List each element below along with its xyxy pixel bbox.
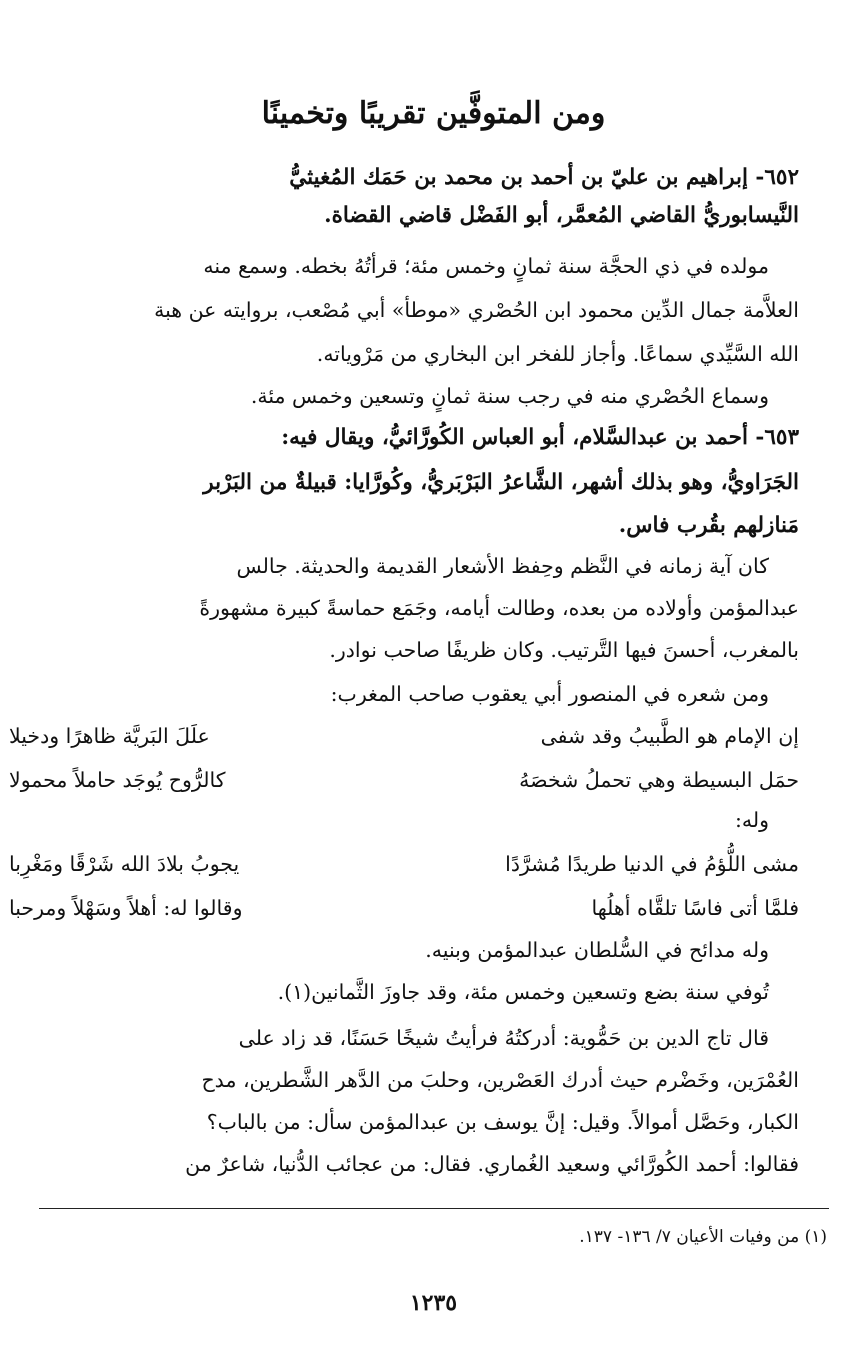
text-line: وسماع الحُصْري منه في رجب سنة ثمانٍ وتسعين وخمس مئة. (250, 384, 769, 408)
verse-hemistich: مشى اللُّؤمُ في الدنيا طريدًا مُشرَّدًا (505, 852, 799, 876)
verse-line (9, 846, 799, 882)
verse-hemistich: يجوبُ بلادَ الله شَرْقًا ومَغْرِبا (9, 852, 240, 876)
text-line: العُمْرَين، وخَضْرم حيث أدرك العَصْرين، وحلبَ من الدَّهر الشَّطرين، مدح (201, 1068, 799, 1092)
text-line: فقالوا: أحمد الكُورَّائي وسعيد الغُماري. فقال: من عجائب الدُّنيا، شاعرٌ من (185, 1152, 799, 1176)
verse-line (9, 718, 799, 754)
verse-hemistich: حمَل البسيطة وهي تحملُ شخصَهُ (519, 768, 799, 792)
entry-652-line-1: ٦٥٢- إبراهيم بن عليّ بن أحمد بن محمد بن حَمَك المُغيثيُّ (289, 165, 799, 190)
text-line: العلاَّمة جمال الدِّين محمود ابن الحُصْري «موطأ» أبي مُصْعب، بروايته عن هبة (154, 298, 799, 322)
text-line: تُوفي سنة بضع وتسعين وخمس مئة، وقد جاوزَ الثَّمانين(١). (277, 980, 769, 1004)
verse-hemistich: علَلَ البَريَّة ظاهرًا ودخيلا (9, 724, 210, 748)
text-line: قال تاج الدين بن حَمُّوية: أدركتُهُ فرأيتُ شيخًا حَسَنًا، قد زاد على (238, 1026, 769, 1050)
section-title: ومن المتوفَّين تقريبًا وتخمينًا (261, 96, 606, 131)
text-line: بالمغرب، أحسنَ فيها التَّرتيب. وكان ظريفًا صاحب نوادر. (329, 638, 799, 662)
entry-652-line-2: النَّيسابوريُّ القاضي المُعمَّر، أبو الفَضْل قاضي القضاة. (324, 203, 799, 228)
entry-653-line-3: مَنازلهم بقُرب فاس. (618, 513, 799, 538)
entry-653-line-2: الجَرَاويُّ، وهو بذلك أشهر، الشَّاعرُ البَرْبَريُّ، وكُورَّايا: قبيلةٌ من البَرْبر (203, 470, 799, 495)
footnote: (١) من وفيات الأعيان ٧/ ١٣٦- ١٣٧. (579, 1227, 827, 1247)
entry-653-line-1: ٦٥٣- أحمد بن عبدالسَّلام، أبو العباس الكُورَّائيُّ، ويقال فيه: (281, 425, 799, 450)
verse-hemistich: فلمَّا أتى فاسًا تلقَّاه أهلُها (591, 896, 799, 920)
text-line: الكبار، وحَصَّل أموالاً. وقيل: إنَّ يوسف بن عبدالمؤمن سأل: من بالباب؟ (206, 1110, 799, 1134)
text-line: مولده في ذي الحجَّة سنة ثمانٍ وخمس مئة؛ قرأتُهُ بخطه. وسمع منه (203, 254, 769, 278)
text-line: وله مدائح في السُّلطان عبدالمؤمن وبنيه. (425, 938, 769, 962)
text-line: عبدالمؤمن وأولاده من بعده، وطالت أيامه، وجَمَع حماسةً كبيرة مشهورةً (199, 596, 799, 620)
verse-hemistich: وقالوا له: أهلاً وسَهْلاً ومرحبا (9, 896, 243, 920)
footnote-divider (39, 1208, 829, 1209)
verse-line (9, 762, 799, 798)
page-number: ١٢٣٥ (409, 1290, 458, 1316)
text-line: كان آية زمانه في النَّظم وحِفظ الأشعار القديمة والحديثة. جالس (236, 554, 769, 578)
verse-hemistich: إن الإمام هو الطَّبيبُ وقد شفى (540, 724, 799, 748)
text-line: ومن شعره في المنصور أبي يعقوب صاحب المغرب: (330, 682, 769, 706)
text-line: وله: (734, 808, 769, 832)
verse-line (9, 890, 799, 926)
verse-hemistich: كالرُّوح يُوجَد حاملاً محمولا (9, 768, 226, 792)
text-line: الله السَّيِّدي سماعًا. وأجاز للفخر ابن البخاري من مَرْوياته. (316, 342, 799, 366)
